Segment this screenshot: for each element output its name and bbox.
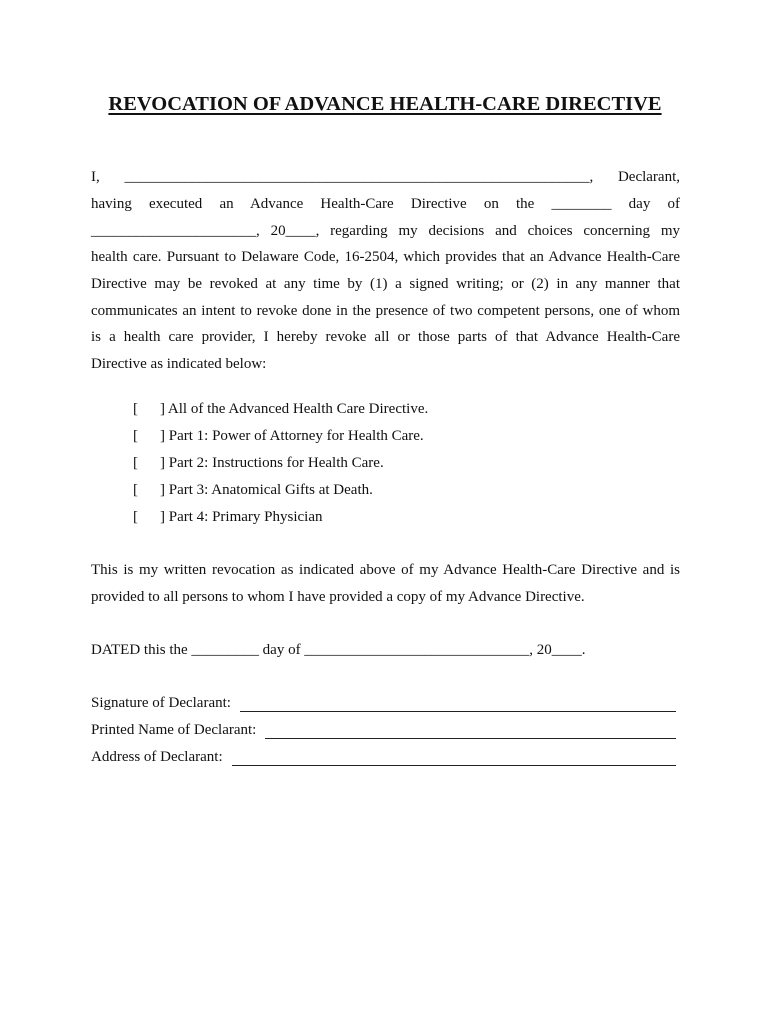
checkbox-bracket[interactable]: [ [133,482,138,498]
signature-field[interactable] [91,694,676,712]
paragraph-line: I, ______________________________________________________________, Declarant, [91,169,680,185]
paragraph-line: is a health care provider, I hereby revoke all or those parts of that Advance Health-Care [91,329,680,345]
option-part-2[interactable] [133,454,384,472]
option-label: ] Part 3: Anatomical Gifts at Death. [160,482,373,498]
checkbox-bracket[interactable]: [ [133,509,138,525]
option-part-4[interactable] [133,508,322,526]
option-all[interactable] [133,400,428,418]
address-line[interactable] [232,751,676,766]
paragraph-line: ______________________, 20____, regarding my decisions and choices concerning my [91,223,680,239]
dated-line[interactable]: DATED this the _________ day of ______________________________, 20____. [91,642,586,658]
paragraph-line: having executed an Advance Health-Care Directive on the ________ day of [91,196,680,212]
paragraph-line: provided to all persons to whom I have provided a copy of my Advance Directive. [91,589,585,605]
option-label: ] Part 4: Primary Physician [160,509,323,525]
printed-name-line[interactable] [265,724,676,739]
option-part-3[interactable] [133,481,373,499]
checkbox-bracket[interactable]: [ [133,428,138,444]
paragraph-line: health care. Pursuant to Delaware Code, 16-2504, which provides that an Advance Health-Care [91,249,680,265]
printed-name-field[interactable] [91,721,676,739]
document-title: REVOCATION OF ADVANCE HEALTH-CARE DIRECTIVE [108,93,662,115]
checkbox-bracket[interactable]: [ [133,455,138,471]
option-part-1[interactable] [133,427,424,445]
field-label: Printed Name of Declarant: [91,722,257,738]
paragraph-line: Directive as indicated below: [91,356,267,372]
address-field[interactable] [91,748,676,766]
signature-line[interactable] [240,697,676,712]
option-label: ] Part 1: Power of Attorney for Health Care. [160,428,424,444]
paragraph-line: communicates an intent to revoke done in the presence of two competent persons, one of whom [91,303,680,319]
option-label: ] All of the Advanced Health Care Directive. [160,401,429,417]
checkbox-bracket[interactable]: [ [133,401,138,417]
paragraph-line: This is my written revocation as indicated above of my Advance Health-Care Directive and is [91,562,680,578]
field-label: Signature of Declarant: [91,695,231,711]
field-label: Address of Declarant: [91,749,223,765]
paragraph-line: Directive may be revoked at any time by (1) a signed writing; or (2) in any manner that [91,276,680,292]
option-label: ] Part 2: Instructions for Health Care. [160,455,384,471]
